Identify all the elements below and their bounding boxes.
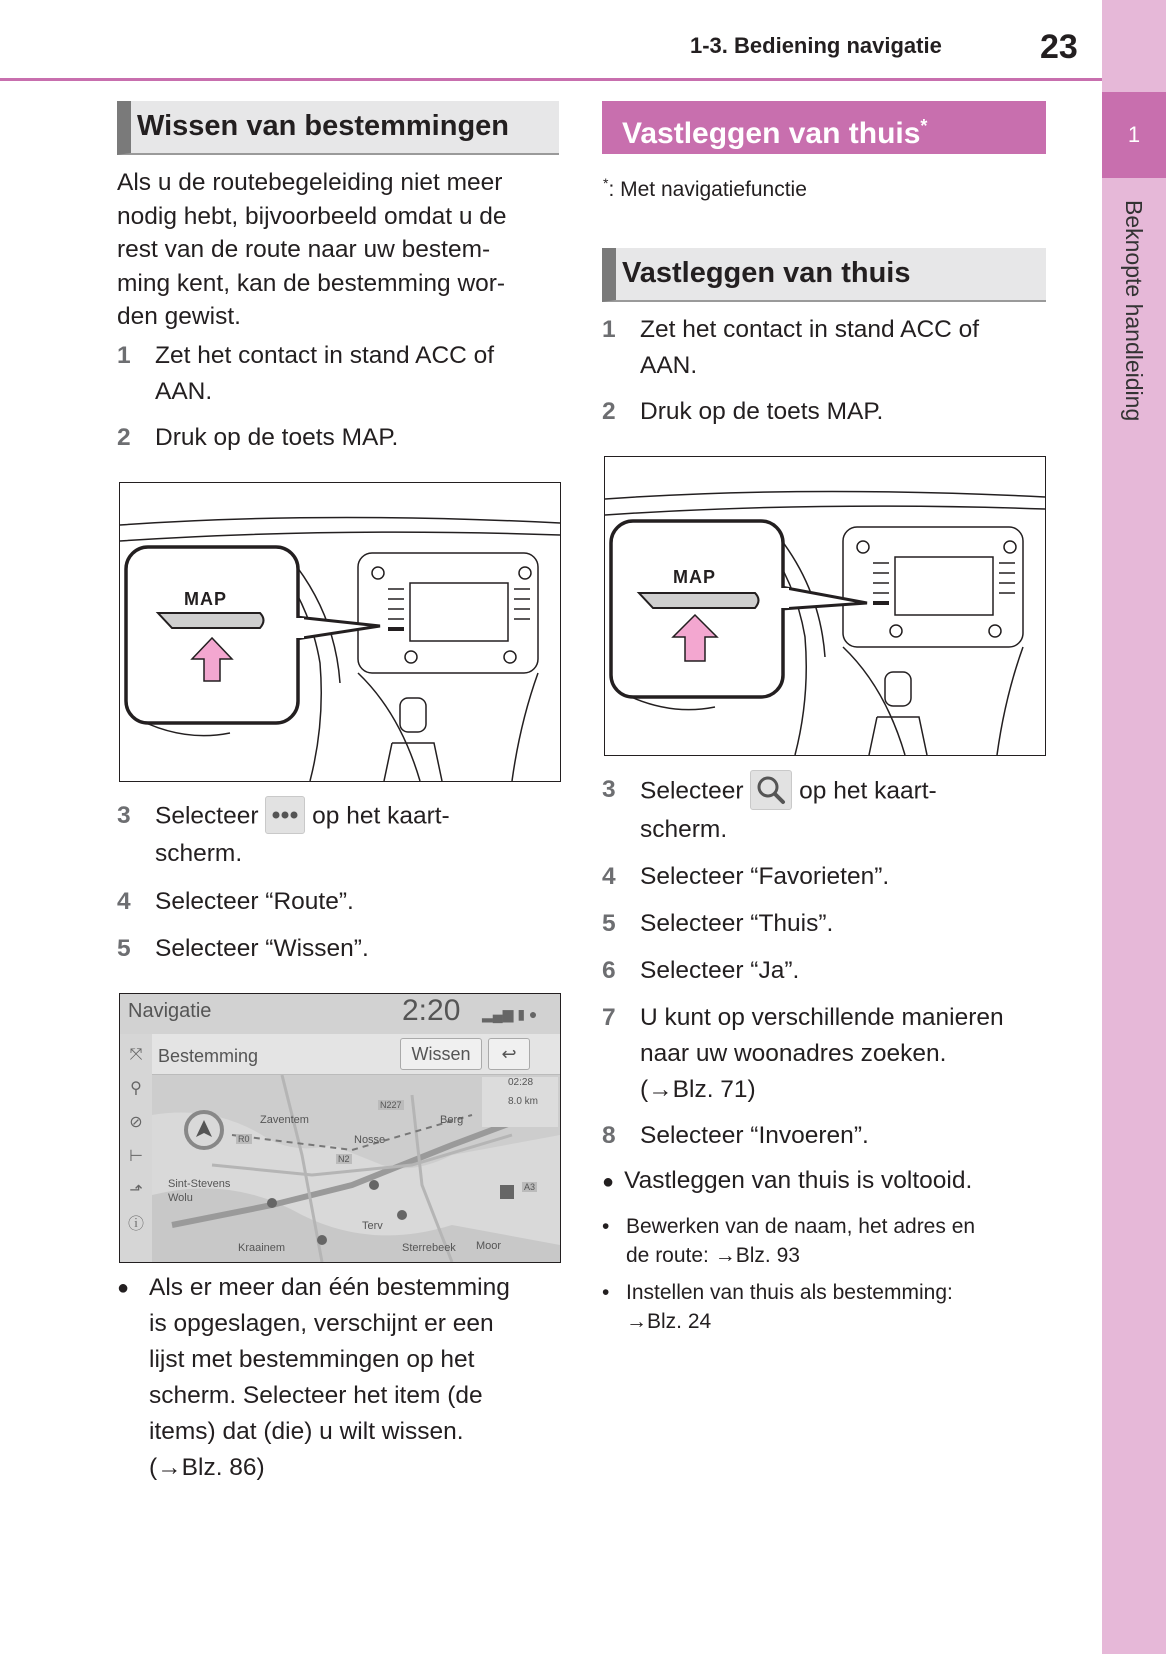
completion-text: Vastleggen van thuis is voltooid. <box>624 1167 973 1194</box>
tip-bullet-2 <box>602 1278 1062 1336</box>
step-text: scherm. <box>640 816 728 843</box>
footnote <box>603 175 807 202</box>
right-step-4 <box>602 859 1062 895</box>
step-text: Druk op de toets MAP. <box>155 424 399 451</box>
step-text: AAN. <box>640 352 698 379</box>
left-note <box>117 1270 557 1486</box>
note-line: items) dat (die) u wilt wissen. <box>149 1418 464 1445</box>
intro-line: den gewist. <box>117 303 241 330</box>
remaining-distance: 8.0 km <box>508 1096 539 1107</box>
map-label: Sint-Stevens <box>168 1178 231 1190</box>
magnifier-icon[interactable] <box>750 770 792 810</box>
map-label: Zaventem <box>260 1114 309 1126</box>
right-step-5 <box>602 906 1062 942</box>
completion-note <box>602 1163 1062 1200</box>
step-text: Selecteer “Thuis”. <box>640 910 834 937</box>
note-line: (→Blz. 86) <box>149 1454 265 1481</box>
destination-label: Bestemming <box>158 1046 259 1066</box>
banner-asterisk: * <box>920 116 928 136</box>
map-label: Nosse <box>354 1134 386 1146</box>
left-step-3 <box>117 798 577 872</box>
dashboard-illustration <box>605 457 1045 755</box>
tip-line: de route: →Blz. 93 <box>626 1244 800 1267</box>
step-text: Zet het contact in stand ACC of <box>155 342 495 369</box>
info-icon[interactable]: ⓘ <box>127 1216 144 1233</box>
map-road-label: A3 <box>524 1182 536 1192</box>
map-label: Wolu <box>168 1192 193 1204</box>
dashboard-figure-right <box>604 456 1046 756</box>
step-number: 5 <box>602 910 616 937</box>
step-number: 4 <box>117 888 131 915</box>
tip-line: Bewerken van de naam, het adres en <box>626 1215 976 1238</box>
step-number: 7 <box>602 1004 616 1031</box>
map-road-label: N2 <box>338 1154 350 1164</box>
bullet-dot-icon: ● <box>602 1171 615 1193</box>
header-rule <box>0 78 1102 81</box>
step-text: op het kaart- <box>799 777 937 805</box>
intro-paragraph <box>117 166 557 334</box>
route-icon[interactable]: ⊢ <box>129 1148 143 1165</box>
left-step-1 <box>117 338 557 410</box>
nav-clock: 2:20 <box>402 994 461 1027</box>
dashboard-illustration <box>120 483 560 781</box>
left-step-5 <box>117 931 557 967</box>
step-text: Selecteer “Favorieten”. <box>640 863 890 890</box>
intro-line: nodig hebt, bijvoorbeeld omdat u de <box>117 202 507 230</box>
step-number: 4 <box>602 863 616 890</box>
page-number: 23 <box>1040 28 1078 66</box>
section-title: 1-3. Bediening navigatie <box>690 33 942 58</box>
right-step-1 <box>602 312 1062 384</box>
footnote-asterisk: * <box>603 175 609 191</box>
step-text: op het kaart- <box>312 802 450 830</box>
intro-line: rest van de route naar uw bestem- <box>117 236 491 263</box>
eta-time: 02:28 <box>508 1077 534 1088</box>
intro-line: ming kent, kan de bestemming wor- <box>117 269 506 297</box>
banner-text: Vastleggen van thuis <box>622 117 921 150</box>
step-number: 3 <box>117 802 131 829</box>
small-bullet-icon: • <box>602 1281 610 1304</box>
map-road-label: N227 <box>380 1100 402 1110</box>
map-label: Kraainem <box>238 1242 286 1254</box>
step-text: Selecteer “Ja”. <box>640 957 800 984</box>
step-number: 1 <box>602 316 616 343</box>
step-number: 1 <box>117 342 131 369</box>
wissen-button[interactable]: Wissen <box>400 1038 482 1070</box>
step-text: U kunt op verschillende manieren <box>640 1004 1004 1031</box>
step-text: naar uw woonadres zoeken. <box>640 1040 947 1067</box>
right-step-7 <box>602 1000 1062 1108</box>
step-text: Zet het contact in stand ACC of <box>640 316 980 343</box>
step-text: (→Blz. 71) <box>640 1076 756 1103</box>
map-label: Sterrebeek <box>402 1242 456 1254</box>
step-number: 2 <box>602 398 616 425</box>
right-step-8 <box>602 1118 1062 1154</box>
map-label: Moor <box>476 1240 502 1252</box>
nav-side-toolbar <box>120 1034 152 1262</box>
step-number: 2 <box>117 424 131 451</box>
step-text: Druk op de toets MAP. <box>640 398 884 425</box>
step-number: 5 <box>117 935 131 962</box>
step-text: Selecteer “Wissen”. <box>155 935 369 962</box>
step-text: Selecteer “Invoeren”. <box>640 1122 869 1149</box>
note-line: Als er meer dan één bestemming <box>149 1274 510 1301</box>
nav-screen-title: Navigatie <box>128 1000 212 1022</box>
banner-vastleggen <box>602 101 1046 154</box>
map-button-label: MAP <box>184 589 227 609</box>
step-text: Selecteer <box>155 802 259 830</box>
right-step-3 <box>602 772 1062 848</box>
avoid-icon[interactable]: ⊘ <box>129 1114 143 1131</box>
note-line: lijst met bestemmingen op het <box>149 1346 475 1373</box>
back-icon[interactable]: ↩ <box>488 1038 530 1070</box>
small-bullet-icon: • <box>602 1215 610 1238</box>
tip-line: Instellen van thuis als bestemming: <box>626 1281 953 1304</box>
map-label: Berg <box>440 1114 464 1126</box>
poi-icon[interactable]: ⚲ <box>130 1080 142 1097</box>
heading-wissen: Wissen van bestemmingen <box>117 101 559 155</box>
footnote-text: : Met navigatiefunctie <box>608 178 807 201</box>
note-line: is opgeslagen, verschijnt er een <box>149 1310 494 1337</box>
step-text: scherm. <box>155 840 243 867</box>
step-text: AAN. <box>155 378 213 405</box>
map-area[interactable] <box>152 1075 560 1262</box>
left-step-2 <box>117 420 557 456</box>
intro-line: Als u de routebegeleiding niet meer <box>117 169 503 196</box>
dashboard-figure-left <box>119 482 561 782</box>
tip-line: →Blz. 24 <box>626 1310 712 1333</box>
right-step-2 <box>602 394 1062 430</box>
chapter-number: 1 <box>1127 122 1141 147</box>
turn-list-icon[interactable]: ⬏ <box>129 1182 143 1199</box>
map-label: Terv <box>362 1220 383 1232</box>
heading-vastleggen: Vastleggen van thuis <box>602 248 1046 302</box>
three-dots-icon[interactable] <box>265 796 305 834</box>
right-step-6 <box>602 953 1062 989</box>
tip-bullet-1 <box>602 1212 1062 1270</box>
note-line: scherm. Selecteer het item (de <box>149 1382 483 1409</box>
step-number: 6 <box>602 957 616 984</box>
bullet-dot-icon: ● <box>117 1277 130 1299</box>
left-step-4 <box>117 884 557 920</box>
chapter-label: Beknopte handleiding <box>1121 200 1147 422</box>
step-number: 8 <box>602 1122 616 1149</box>
map-road-label: R0 <box>238 1134 250 1144</box>
navigation-screen <box>119 993 561 1263</box>
step-text: Selecteer <box>640 777 744 805</box>
step-text: Selecteer “Route”. <box>155 888 354 915</box>
signal-icon: ▂▄▆ ▮ ● <box>482 1006 538 1022</box>
map-button-label: MAP <box>673 567 716 587</box>
step-number: 3 <box>602 776 616 803</box>
expand-icon[interactable]: ⤧ <box>129 1046 143 1063</box>
